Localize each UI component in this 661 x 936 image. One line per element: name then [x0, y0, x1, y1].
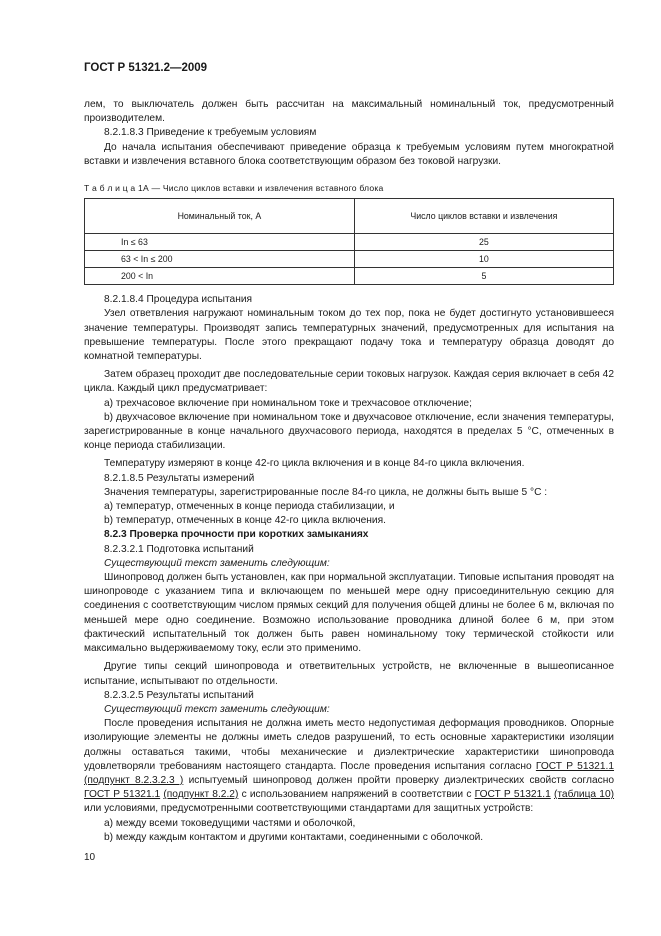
table-row	[85, 251, 614, 268]
table-cell-current: 200 < In	[85, 268, 355, 285]
table-row	[85, 234, 614, 251]
standard-link[interactable]: ГОСТ Р 51321.1	[474, 789, 551, 801]
subclause-link[interactable]: (подпункт 8.2.3.2.3 )	[84, 774, 184, 786]
table-header-cycles: Число циклов вставки и извлечения	[354, 199, 613, 234]
paragraph: Шинопровод должен быть установлен, как при нормальной эксплуатации. Типовые испытания проводят на шинопроводе с указанием типа и включающем по меньшей мере одну присоединительную секцию для соединения с соответствующим числом прямых секций для получения общей длины не более 6 м, включая по меньшей мере одно соединение. Возможно использование проводника длиной более 6 м, при этом фактический испытательный ток должен быть равен номинальному току термической стойкости или максимально выдерживаемому току, если это применимо.	[84, 572, 614, 655]
list-item: b) двухчасовое включение при номинальном токе и двухчасовое отключение, если значения температуры, зарегистрированные в конце начального двухчасового периода, находятся в пределах 5 °С, отмеченных в конце периода стабилизации.	[84, 411, 614, 452]
text-run: испытуемый шинопровод должен пройти проверку диэлектрических свойств согласно	[183, 774, 614, 786]
list-item: a) температур, отмеченных в конце периода стабилизации, и	[104, 501, 395, 513]
section-heading-8-2-3-2-1: 8.2.3.2.1 Подготовка испытаний	[104, 543, 254, 555]
subclause-link[interactable]: (подпункт 8.2.2)	[163, 789, 239, 801]
list-item: a) между всеми токоведущими частями и оболочкой,	[104, 817, 356, 829]
paragraph: Другие типы секций шинопровода и ответвительных устройств, не включенные в вышеописанное испытание, испытывают по отдельности.	[84, 661, 614, 687]
page-body	[84, 98, 614, 845]
paragraph: Затем образец проходит две последовательные серии токовых нагрузок. Каждая серия включает в себя 42 цикла. Каждый цикл предусматривает:	[84, 369, 614, 395]
table-caption: Т а б л и ц а 1А — Число циклов вставки и извлечения вставного блока	[84, 183, 384, 194]
text-run: с использованием напряжений в соответствии с	[238, 789, 475, 801]
table-cell-current: 63 < In ≤ 200	[85, 251, 355, 268]
table-header-current: Номинальный ток, А	[85, 199, 355, 234]
document-header: ГОСТ Р 51321.2—2009	[84, 62, 208, 74]
page-number: 10	[84, 852, 96, 863]
replacement-note: Существующий текст заменить следующим:	[104, 703, 330, 715]
paragraph: Температуру измеряют в конце 42-го цикла включения и в конце 84-го цикла включения.	[104, 458, 525, 470]
paragraph: До начала испытания обеспечивают приведение образца к требуемым условиям путем многократной вставки и извлечения вставного блока соответствующим образом без токовой нагрузки.	[84, 141, 614, 167]
section-heading-8-2-1-8-4: 8.2.1.8.4 Процедура испытания	[104, 294, 253, 306]
paragraph: лем, то выключатель должен быть рассчитан на максимальный номинальный ток, предусмотренный производителем.	[84, 99, 614, 125]
section-heading-8-2-3-2-5: 8.2.3.2.5 Результаты испытаний	[104, 689, 254, 701]
paragraph-with-references	[84, 717, 614, 816]
text-run: После проведения испытания не должна иметь место недопустимая деформация проводников. Опорные изолирующие элементы не должны иметь следов разрушений, то есть основные характеристики изоляции должны оставаться такими, чтобы механические и диэлектрические характеристики шинопровода удовлетворяли требованиям настоящего стандарта. После проведения испытания согласно	[84, 718, 614, 772]
cycles-table	[84, 198, 614, 285]
table-row	[85, 268, 614, 285]
section-heading-8-2-3: 8.2.3 Проверка прочности при коротких замыканиях	[104, 529, 369, 541]
paragraph: Значения температуры, зарегистрированные после 84-го цикла, не должны быть выше 5 °С :	[104, 486, 548, 498]
table-cell-cycles: 5	[354, 268, 613, 285]
table-cell-cycles: 10	[354, 251, 613, 268]
table-cell-cycles: 25	[354, 234, 613, 251]
list-item: b) между каждым контактом и другими контактами, соединенными с оболочкой.	[104, 831, 484, 843]
text-run: или условиями, предусмотренными соответствующими стандартами для защитных устройств:	[84, 803, 534, 815]
list-item: b) температур, отмеченных в конце 42-го цикла включения.	[104, 515, 386, 527]
replacement-note: Существующий текст заменить следующим:	[104, 557, 330, 569]
list-item: a) трехчасовое включение при номинальном токе и трехчасовое отключение;	[104, 397, 472, 409]
section-heading-8-2-1-8-5: 8.2.1.8.5 Результаты измерений	[104, 472, 255, 484]
table-link[interactable]: (таблица 10)	[553, 789, 615, 801]
standard-link[interactable]: ГОСТ Р 51321.1	[84, 789, 161, 801]
table-header-row	[85, 199, 614, 234]
section-heading-8-2-1-8-3: 8.2.1.8.3 Приведение к требуемым условиям	[104, 127, 317, 139]
standard-link[interactable]: ГОСТ Р 51321.1	[535, 760, 615, 772]
table-cell-current: In ≤ 63	[85, 234, 355, 251]
paragraph: Узел ответвления нагружают номинальным током до тех пор, пока не будет достигнуто установившееся значение температуры. Производят запись температурных значений, предусмотренных для испытания на превышение температуры. После этого прекращают подачу тока и температуру образца доводят до комнатной температуры.	[84, 308, 614, 363]
